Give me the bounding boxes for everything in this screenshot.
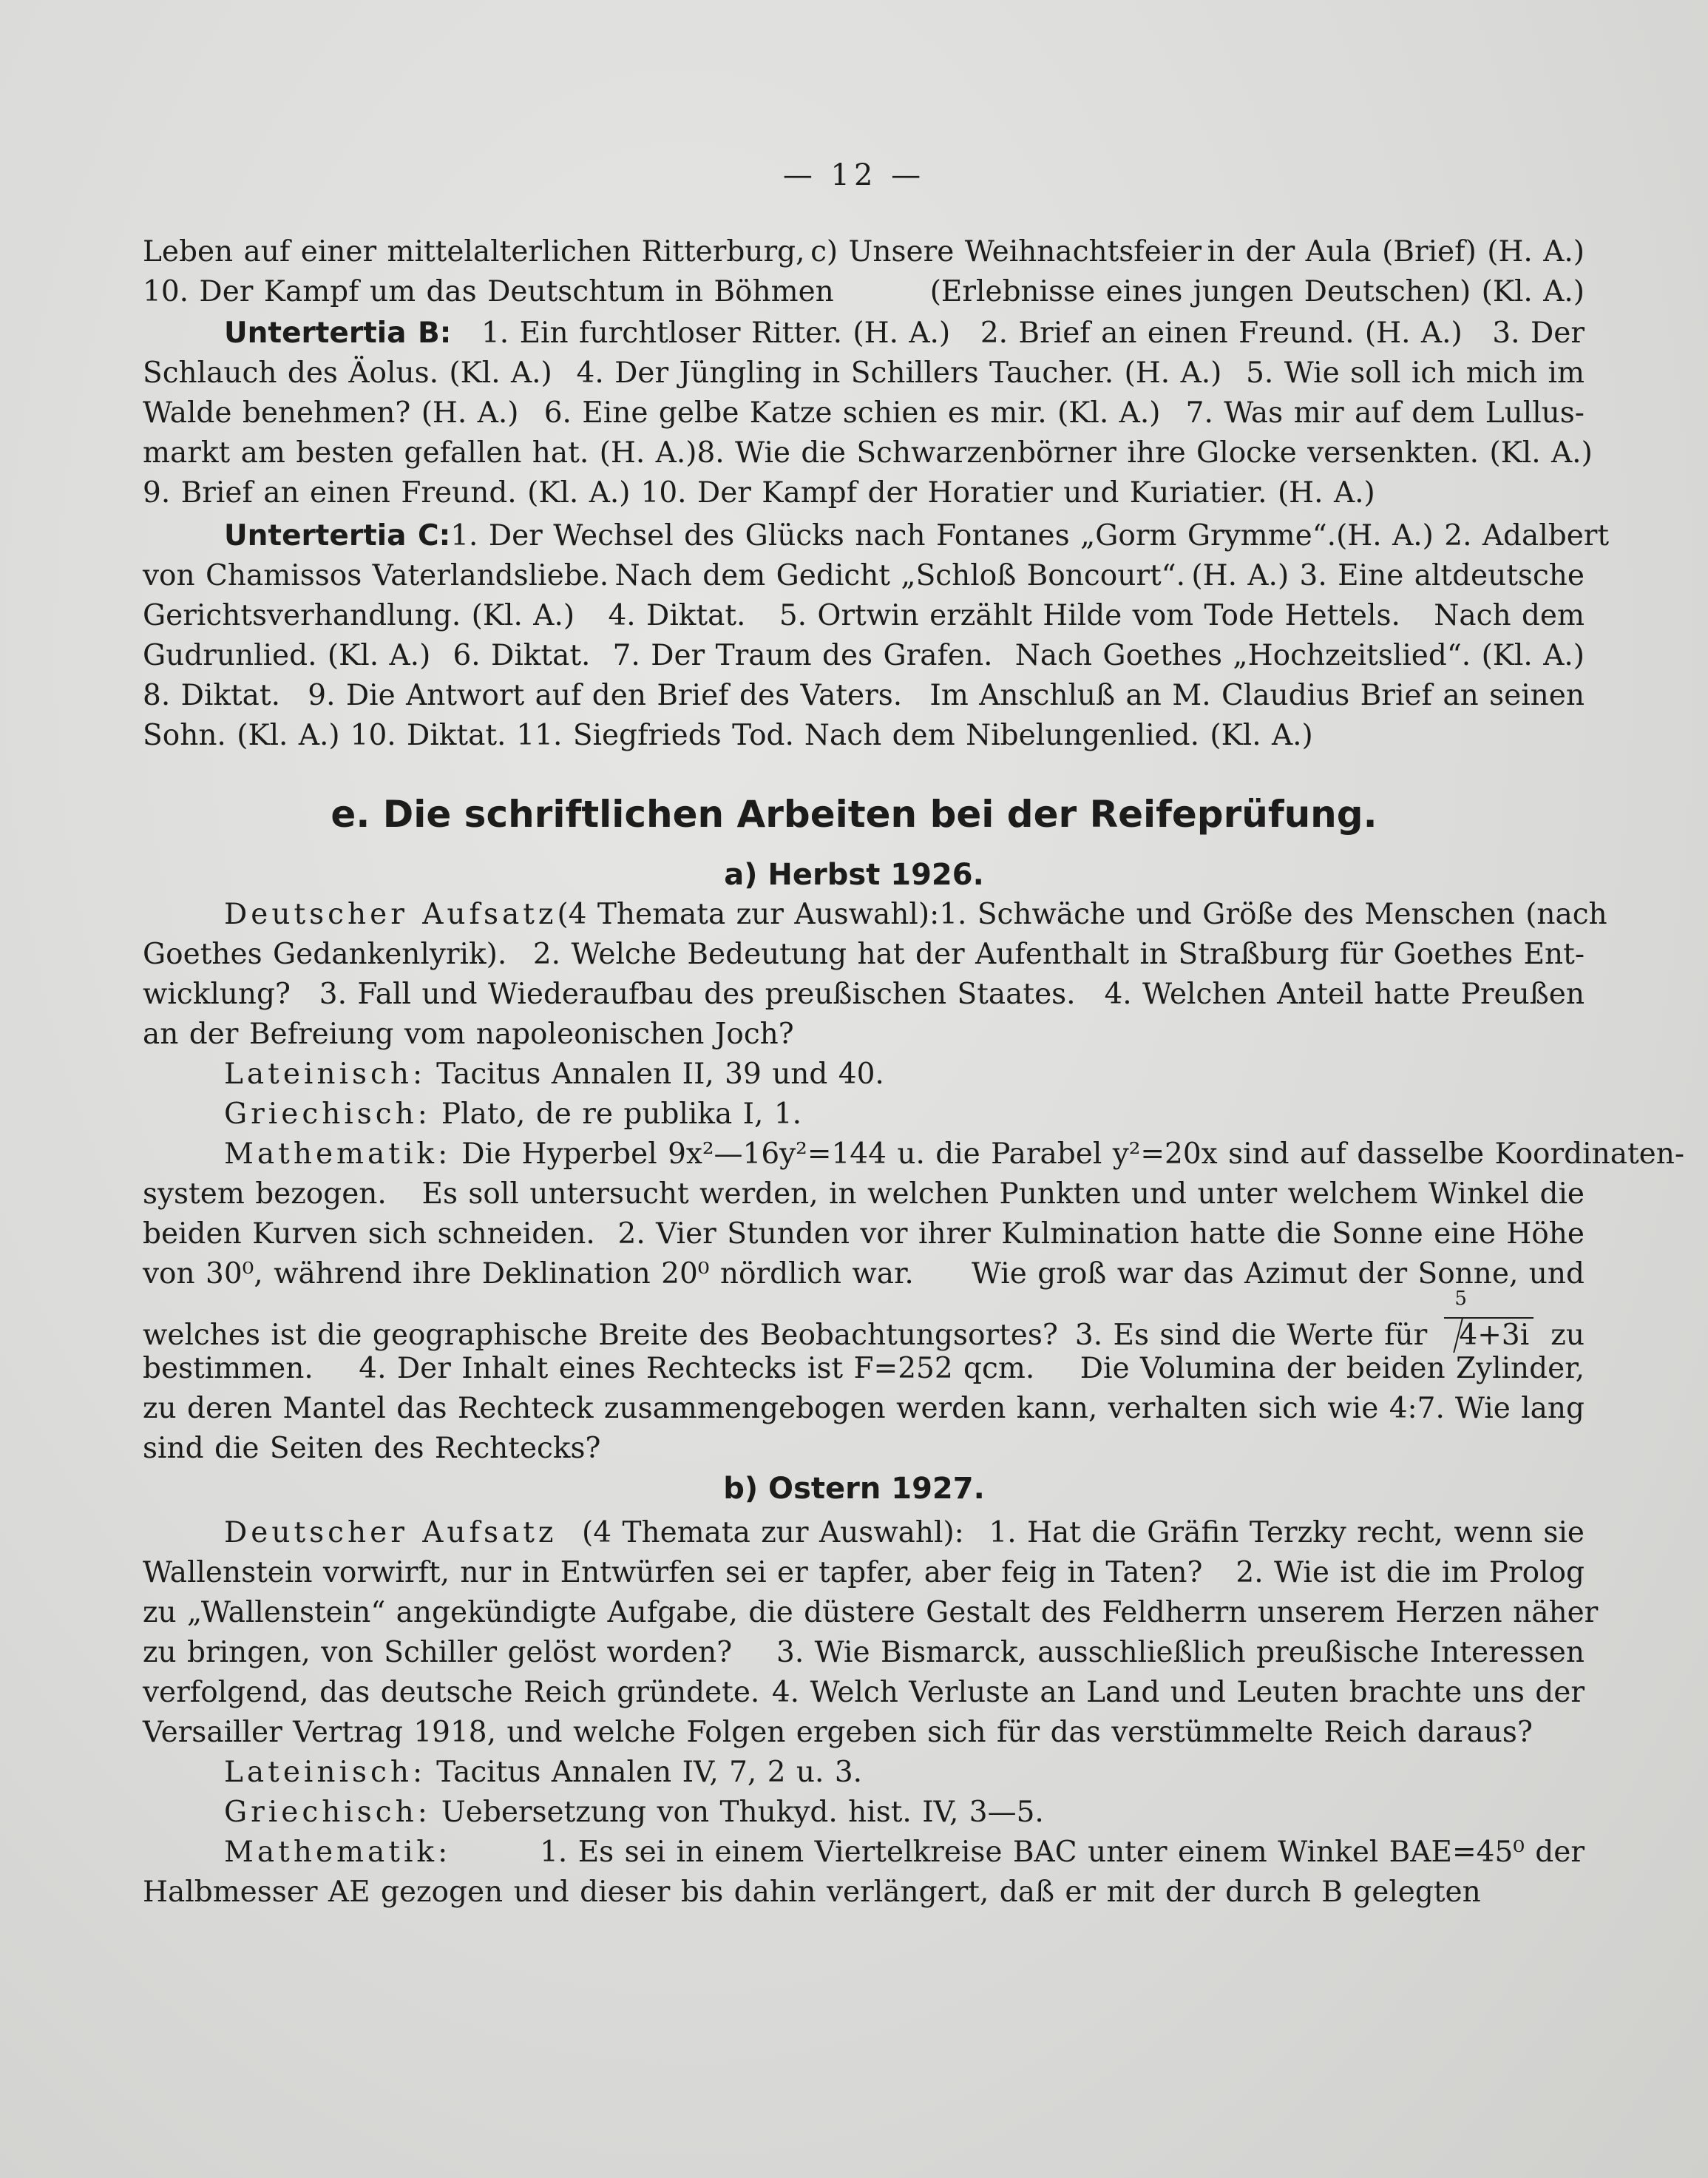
text-line: Griechisch: Plato, de re publika I, 1. — [224, 1098, 802, 1131]
root-radicand: 4+3i — [1444, 1317, 1534, 1352]
text-line: Schlauch des Äolus. (Kl. A.) 4. Der Jüngling in Schillers Taucher. (H. A.) 5. Wie soll ich mich im — [143, 356, 1585, 390]
untertertia-c-label: Untertertia C: — [224, 519, 451, 552]
herbst-section — [143, 898, 1685, 1472]
latein-label: Lateinisch: — [224, 1756, 427, 1789]
untertertia-b-label: Untertertia B: — [224, 317, 452, 350]
paragraph-continued — [143, 235, 1585, 315]
text-line: Goethes Gedankenlyrik). 2. Welche Bedeutung hat der Aufenthalt in Straßburg für Goethes Ent- — [143, 938, 1585, 971]
griechisch-label: Griechisch: — [224, 1098, 431, 1131]
text-line: Gerichtsverhandlung. (Kl. A.) 4. Diktat. 5. Ortwin erzählt Hilde vom Tode Hettels. Nach dem — [143, 599, 1585, 632]
deutsch-label: Deutscher Aufsatz — [224, 1516, 558, 1549]
text-line: Lateinisch: Tacitus Annalen IV, 7, 2 u. 3. — [224, 1756, 863, 1789]
ostern-heading: b) Ostern 1927. — [723, 1472, 985, 1506]
text-line: Wallenstein vorwirft, nur in Entwürfen sei er tapfer, aber feig in Taten? 2. Wie ist die im Prolog — [143, 1556, 1585, 1589]
text-line: Deutscher Aufsatz (4 Themata zur Auswahl): 1. Hat die Gräfin Terzky recht, wenn sie — [224, 1516, 1585, 1549]
mathematik-label: Mathematik: — [224, 1137, 452, 1171]
griechisch-label: Griechisch: — [224, 1796, 431, 1829]
text-line: 8. Diktat. 9. Die Antwort auf den Brief des Vaters. Im Anschluß an M. Claudius Brief an seinen — [143, 679, 1585, 712]
text-line: Griechisch: Uebersetzung von Thukyd. hist. IV, 3—5. — [224, 1796, 1044, 1829]
text-line: 9. Brief an einen Freund. (Kl. A.) 10. Der Kampf der Horatier und Kuriatier. (H. A.) — [143, 476, 1375, 510]
text-line: 10. Der Kampf um das Deutschtum in Böhmen (Erlebnisse eines jungen Deutschen) (Kl. A.) — [143, 275, 1585, 308]
text-line: verfolgend, das deutsche Reich gründete. 4. Welch Verluste an Land und Leuten brachte uns der — [143, 1676, 1585, 1709]
latein-label: Lateinisch: — [224, 1058, 427, 1091]
root-index: 5 — [1454, 1288, 1467, 1310]
text-line: beiden Kurven sich schneiden. 2. Vier Stunden vor ihrer Kulmination hatte die Sonne eine Höhe — [143, 1217, 1585, 1251]
text-line: Gudrunlied. (Kl. A.) 6. Diktat. 7. Der Traum des Grafen. Nach Goethes „Hochzeitslied“. (Kl. A.) — [143, 639, 1585, 672]
text-line: Halbmesser AE gezogen und dieser bis dahin verlängert, daß er mit der durch B gelegten — [143, 1876, 1481, 1909]
text-line: Leben auf einer mittelalterlichen Ritterburg, c) Unsere Weihnachtsfeier in der Aula (Brief) (H. A.) — [143, 235, 1585, 268]
text-line: zu deren Mantel das Rechteck zusammengebogen werden kann, verhalten sich wie 4:7. Wie lang — [143, 1392, 1585, 1425]
text-line: wicklung? 3. Fall und Wiederaufbau des preußischen Staates. 4. Welchen Anteil hatte Preußen — [143, 978, 1585, 1011]
untertertia-b-paragraph — [143, 317, 1593, 516]
text-line: Walde benehmen? (H. A.) 6. Eine gelbe Katze schien es mir. (Kl. A.) 7. Was mir auf dem Lullus- — [143, 396, 1585, 430]
section-heading: e. Die schriftlichen Arbeiten bei der Reifeprüfung. — [331, 793, 1377, 836]
text-line: an der Befreiung vom napoleonischen Joch? — [143, 1018, 794, 1051]
text-line: system bezogen. Es soll untersucht werden, in welchen Punkten und unter welchem Winkel die — [143, 1177, 1585, 1211]
text-line: welches ist die geographische Breite des Beobachtungsortes? 3. Es sind die Werte für 5 4+3i zu — [143, 1288, 1585, 1352]
text-line: zu bringen, von Schiller gelöst worden? 3. Wie Bismarck, ausschließlich preußische Interessen — [143, 1636, 1585, 1669]
text-line: markt am besten gefallen hat. (H. A.) 8. Wie die Schwarzenbörner ihre Glocke versenkten. (Kl. A.) — [143, 436, 1593, 470]
text-line: sind die Seiten des Rechtecks? — [143, 1432, 601, 1465]
text-line: zu „Wallenstein“ angekündigte Aufgabe, die düstere Gestalt des Feldherrn unserem Herzen näher — [143, 1596, 1599, 1629]
deutsch-label: Deutscher Aufsatz — [224, 898, 558, 931]
text-line: Lateinisch: Tacitus Annalen II, 39 und 40. — [224, 1058, 884, 1091]
untertertia-c-paragraph — [143, 519, 1610, 759]
text-line: von 30⁰, während ihre Deklination 20⁰ nördlich war. Wie groß war das Azimut der Sonne, und — [143, 1257, 1585, 1291]
text-line: Untertertia C: 1. Der Wechsel des Glücks nach Fontanes „Gorm Grymme“. (H. A.) 2. Adalbert — [224, 519, 1610, 552]
page-number: — 12 — — [782, 158, 926, 192]
text-line: bestimmen. 4. Der Inhalt eines Rechtecks ist F=252 qcm. Die Volumina der beiden Zylinder, — [143, 1352, 1585, 1385]
herbst-heading: a) Herbst 1926. — [724, 858, 984, 892]
text-line: Sohn. (Kl. A.) 10. Diktat. 11. Siegfrieds Tod. Nach dem Nibelungenlied. (Kl. A.) — [143, 719, 1313, 752]
text-line: Mathematik: Die Hyperbel 9x²—16y²=144 u. die Parabel y²=20x sind auf dasselbe Koordinaten- — [224, 1137, 1685, 1171]
text-line: Versailler Vertrag 1918, und welche Folgen ergeben sich für das verstümmelte Reich daraus? — [143, 1716, 1533, 1749]
text-line: von Chamissos Vaterlandsliebe. Nach dem Gedicht „Schloß Boncourt“. (H. A.) 3. Eine altdeutsche — [143, 559, 1585, 592]
fifth-root-expression — [1444, 1288, 1534, 1352]
mathematik-label: Mathematik: — [224, 1836, 452, 1869]
text-line: Mathematik: 1. Es sei in einem Viertelkreise BAC unter einem Winkel BAE=45⁰ der — [224, 1836, 1585, 1869]
ostern-section — [143, 1516, 1599, 1915]
text-line: Deutscher Aufsatz (4 Themata zur Auswahl): 1. Schwäche und Größe des Menschen (nach — [224, 898, 1607, 931]
text-line: Untertertia B: 1. Ein furchtloser Ritter. (H. A.) 2. Brief an einen Freund. (H. A.) 3. Der — [224, 317, 1585, 350]
